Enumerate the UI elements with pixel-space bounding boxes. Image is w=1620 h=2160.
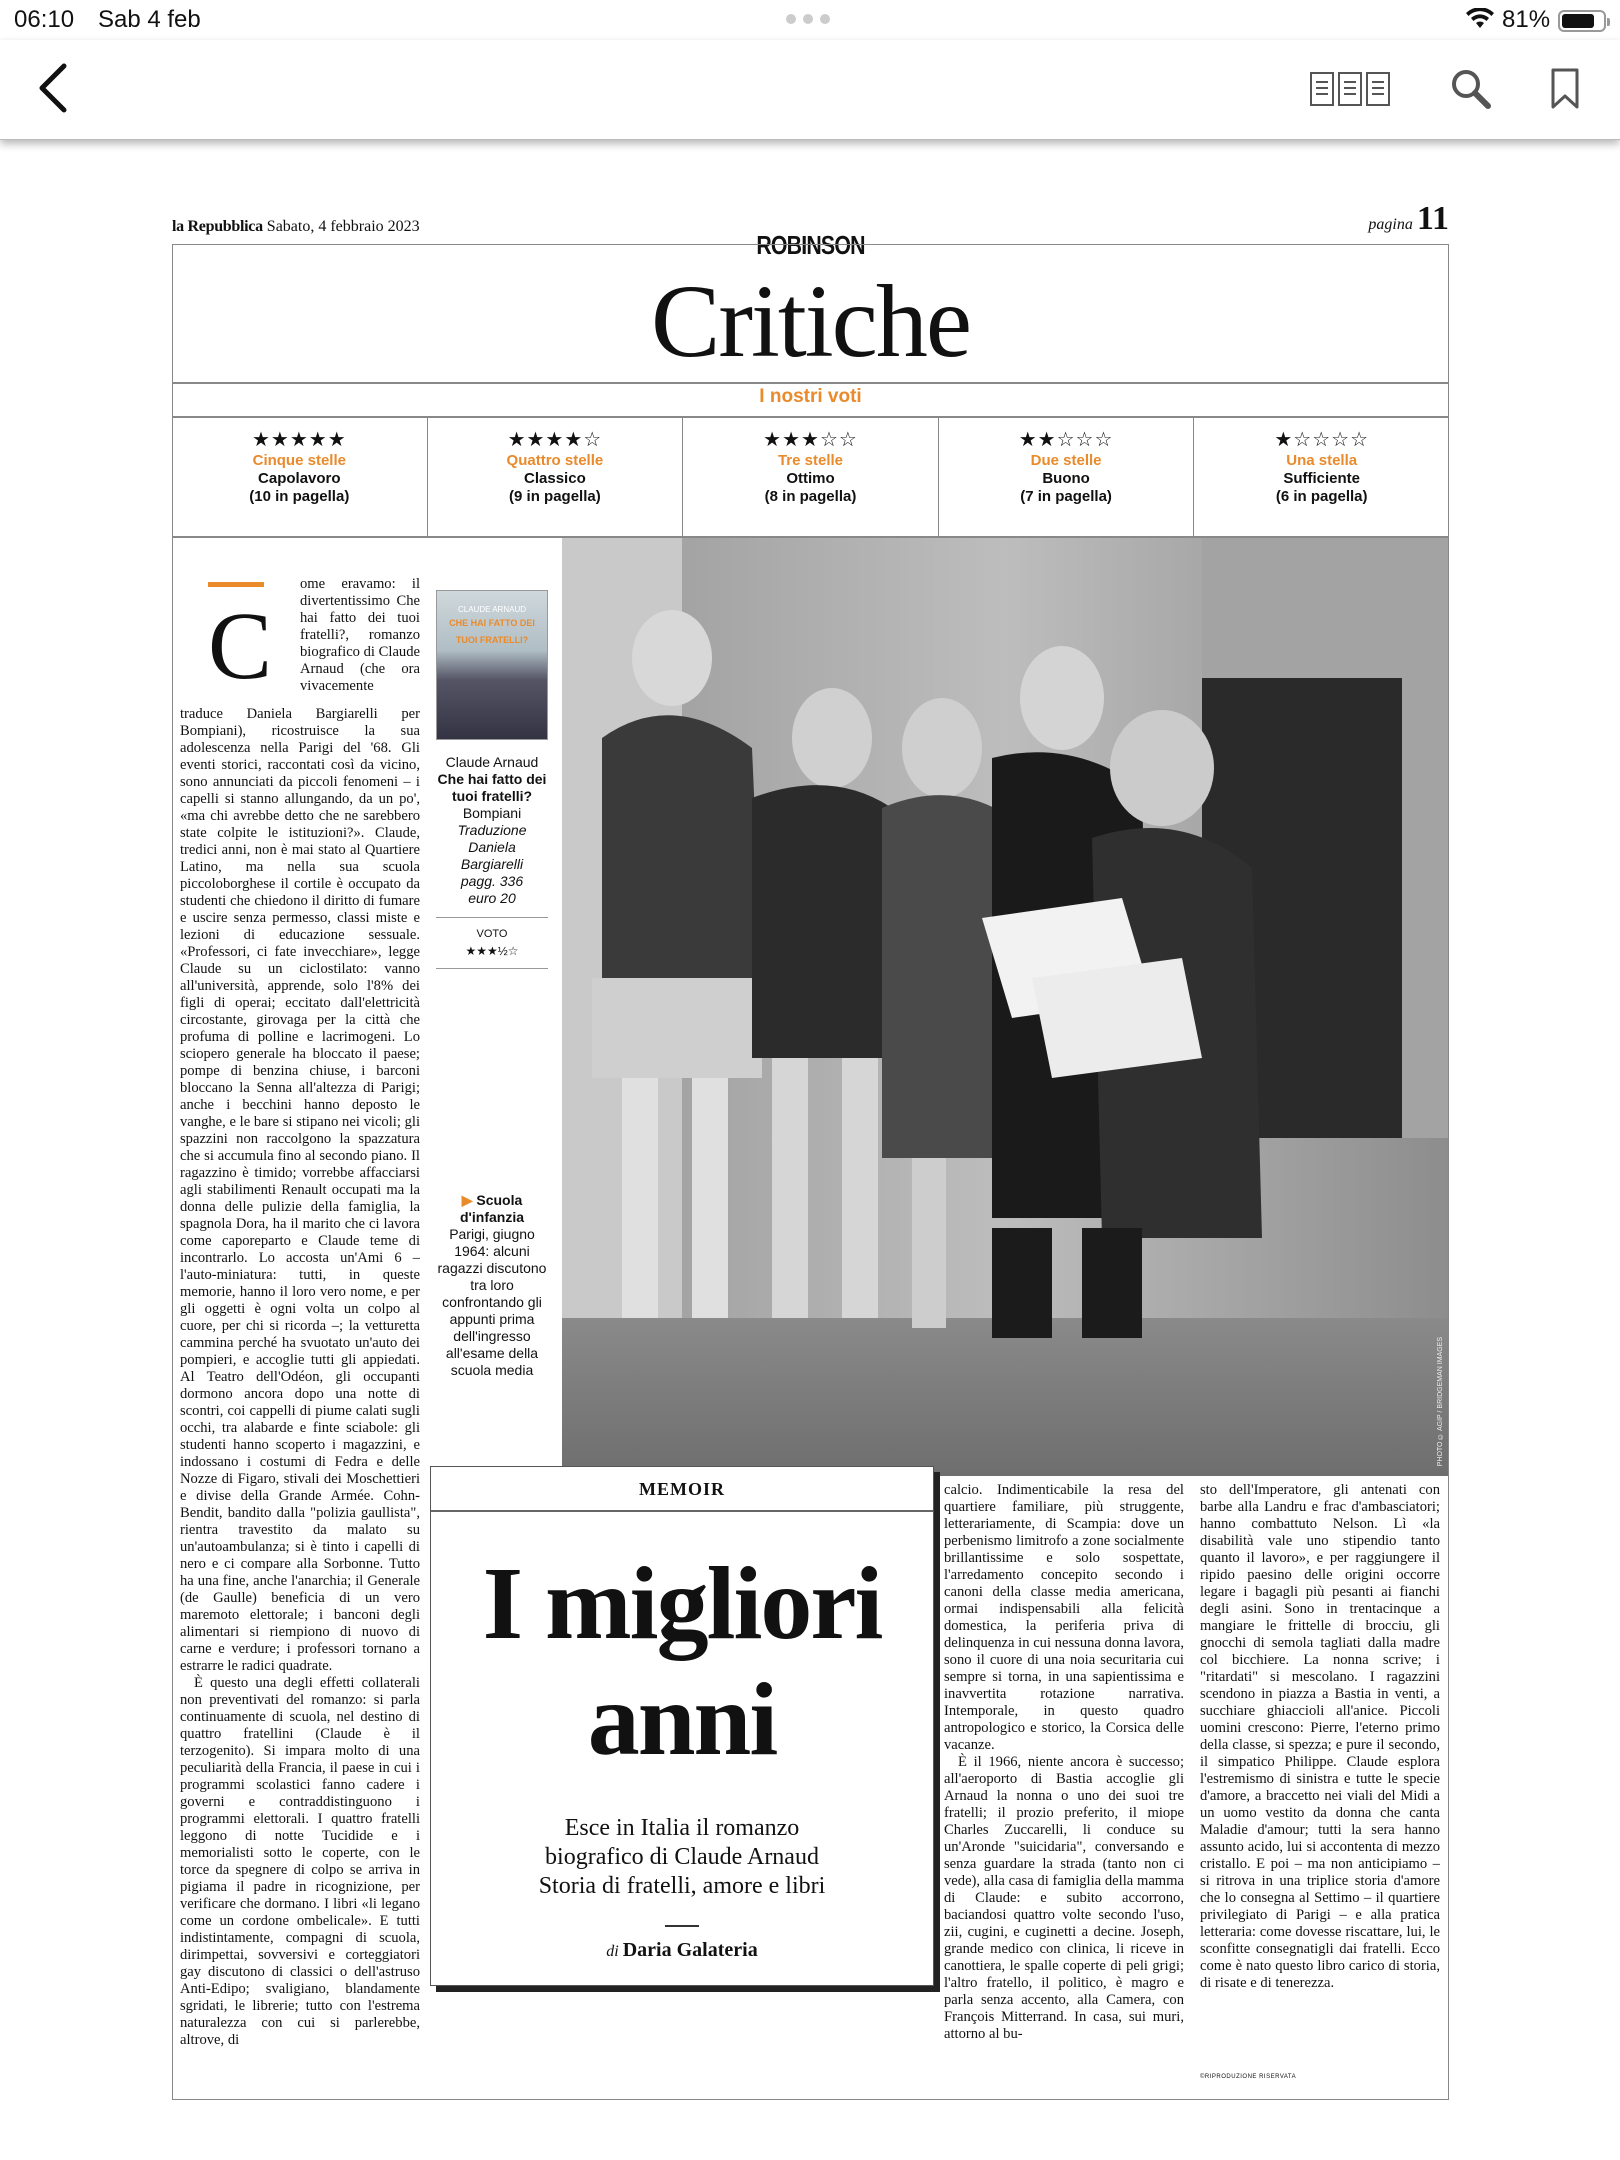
status-date: Sab 4 feb [98,6,201,33]
subheadline-line-3: Storia di fratelli, amore e libri [538,1872,826,1899]
battery-icon [1558,10,1606,32]
cover-author: CLAUDE ARNAUD [457,605,526,614]
cover-title: CHE HAI FATTO DEI TUOI FRATELLI? [449,618,535,645]
masthead: la Repubblica [172,218,263,235]
rating-score: (7 in pagella) [1020,488,1112,505]
copyright-note: ©RIPRODUZIONE RISERVATA [1200,2074,1297,2080]
divider [665,1925,699,1927]
vote-label: VOTO [436,917,548,943]
article-column-3 [944,1482,1184,2084]
article-paragraph: calcio. Indimenticabile la resa del quartiere familiare, più struggente, letterariamente, di Scampia: dove un perbenismo limitrofo a zone socialmente brillantissime e solo sospettate, l'arredamento concepito secondo i canoni della classe media americana, ormai indispensabili alla felicità domestica, la periferia priva di delinquenza in cui nessuna donna lavora, sono il cuore di una noia securitaria cui sempre si torna, in una sapientissima e inavvertita rotazione narrativa. Intemporale, in questo quadro antropologico e storico, la Corsica delle vacanze. [944,1482,1184,1753]
book-price: euro 20 [468,890,516,906]
rating-name: Tre stelle [777,452,843,469]
divider [431,1510,933,1512]
subheadline [431,1814,933,1901]
triangle-icon: ▶ [461,1192,473,1208]
rating-name: Due stelle [1030,452,1102,469]
headline [431,1546,933,1778]
rating-name: Una stella [1286,452,1358,469]
star-rating-icon: ★☆☆☆☆ [1274,429,1369,451]
book-translation: Traduzione Daniela Bargiarelli [457,822,527,872]
article-column-4 [1200,1482,1440,2072]
drop-cap: C [208,592,273,699]
vote-stars-icon: ★★★½☆ [436,943,548,969]
section-title: Critiche [650,264,970,379]
rating-desc: Ottimo [786,470,835,487]
rating-desc: Capolavoro [258,470,341,487]
reader-toolbar [0,40,1620,140]
star-rating-icon: ★★☆☆☆ [1018,429,1114,451]
photo-credit: PHOTO © AGIP / BRIDGEMAN IMAGES [1437,1336,1444,1466]
rating-desc: Classico [524,470,586,487]
article-paragraph: È il 1966, niente ancora è successo; all'aeroporto di Bastia accoglie gli Arnaud la nonna o uno dei suoi tre fratelli; il prozio preferito, il miope Charles Zuccarelli, li conduce su un'Aronde "suicidaria", conversando e senza guardare la strada (tanto non ci vede), alla casa di famiglia della mamma di Claude: e subito accorrono, baciandosi quattro volte secondo l'uso, zii, cugini, e cuginetti a decine. Joseph, grande medico con clinica, li riceve in canottiera, le spalle coperte di peli grigi; l'altro fratello, il politico, è magro e parla senza accento, alla Camera, con François Mitterrand. In casa, sui muri, attorno al bu- [944,1754,1184,2042]
bookmark-icon[interactable] [1550,68,1580,115]
book-title: Che hai fatto dei tuoi fratelli? [437,771,547,804]
article-paragraph-continued: traduce Daniela Bargiarelli per Bompiani), ricostruisce la sua adolescenza nella Parigi del '68. Gli eventi storici, raccontati così da vicino, sono annunciati da piccoli fenomeni – i capelli si stanno allungando, da un po', «ma chi avrebbe detto che ne sarebbero state colpite le istituzioni?». Claude, tredici anni, non è mai stato al Quartiere Latino, ma nella sua scuola piccoloborghese il cortile è occupato da studenti che chiedono il diritto di fumare e uscire senza permesso, classi miste e lezioni di educazione sessuale. «Professori, ci fate invecchiare», legge Claude su un ciclostilato: vanno all'università, apprende, solo l'8% dei figli di operai; eccitato dall'elettricità circostante, girovaga per la città che profuma di polline e lacrimogeni. Lo sciopero generale ha bloccato il paese; pompe di benzina chiuse, i barconi bloccano la Senna all'altezza di Parigi; anche i becchini hanno deposto le vanghe, e le bare si stipano nei vicoli; gli spazzini non raccolgono la spazzatura che si accumula fino al secondo piano. Il ragazzino è timido; vorrebbe affacciarsi agli stabilimenti Renault occupati ma la donna delle pulizie della famiglia, la spagnola Dora, ha il marito che ci lavora come caporeparto e Claude teme di incontrarlo. Lo accosta un'Ami 6 – l'auto-miniatura: tutti, in queste memorie, hanno il loro vero nome, e per gli oggetti è ogni volta un colpo al cuore, per chi si ricorda –; la vetturetta cammina perché ha svuotato un'auto dei pompieri, e accoglie tutti gli appiedati. Al Teatro dell'Odéon, gli occupanti dormono ancora dopo una notte di scontri, coi cappelli di piume calati sugli occhi, tra alabarde e finte sciabole: gli studenti hanno scoperto i magazzini, e indossano i costumi di Fedra e delle Nozze di Figaro, stivali dei Moschettieri e divise della Grande Armée. Cohn-Bendit, bandito dalla "polizia gaullista", rientra travestito da malato su un'autoambulanza; si è tinto i capelli di nero e ci compare alla Sorbonne. Tutto ha una fine, anche l'anarchia; il Generale (de Gaulle) beneficia di un vero maremoto elettorale; i banconi degli alimentari si riempiono di nuovo di carne e verdure; i professori tornano a estrarre le radici quadrate. [180,706,420,1674]
memoir-label: MEMOIR [639,1479,725,1499]
article-lead-text: ome eravamo: il divertentissimo Che hai fatto dei tuoi fratelli?, romanzo biografico di Claude Arnaud (che ora vivacemente [300,576,420,694]
rating-four [428,418,684,536]
photo-caption [436,1192,548,1379]
rating-name: Quattro stelle [506,452,604,469]
rating-desc: Buono [1042,470,1090,487]
page-number-block [1368,200,1449,238]
subheadline-line-2: biografico di Claude Arnaud [545,1843,819,1870]
book-info [436,590,548,969]
section-brand: ROBINSON [756,230,865,260]
rating-three [683,418,939,536]
back-chevron-icon[interactable] [36,62,70,119]
byline [431,1939,933,1962]
ratings-legend [172,418,1449,536]
rating-two [939,418,1195,536]
rating-score: (6 in pagella) [1275,488,1368,505]
subheadline-line-1: Esce in Italia il romanzo [564,1814,800,1841]
book-pages: pagg. 336 [460,873,524,889]
byline-prefix: di [606,1942,619,1960]
boys-photo-illustration [562,538,1448,1476]
headline-line-2: anni [587,1661,777,1777]
rating-score: (10 in pagella) [249,488,350,505]
divider [172,382,1449,384]
article-paragraph: sto dell'Imperatore, gli antenati con barbe alla Landru e frac d'ambasciatori; hanno combattuto Nelson. Lì «la disabilità vale uno stipendio tanto quanto il lavoro», e per raggiungere il ripido paesino delle origini occorre legare i bagagli più pesanti ai fianchi degli asini. Sono in trentacinque a mangiare le frittelle di brocciu, gli gnocchi di semola tagliati dalla madre col bicchiere. La nonna scrive; i "ritardati" si mescolano. I ragazzini scendono in piazza a Bastia in venti, a succhiare ghiaccioli all'anice. Piccoli uomini crescono: Pierre, l'eterno primo della classe, si spezza; e pure il secondo, il simpatico Philippe. Claude esplora l'estremismo di sinistra e tutte le specie d'amore, a braccetto nei viali del Midi a un uomo vestito da donna che canta Maladie d'amour; tutti la sera hanno assunto acido, lui si accontenta di mezzo cristallo. E poi – ma non anticipiamo – si ritrova in una triplice storia d'amore che lo consegna al Settimo – il quartiere privilegiato di Parigi – e alla pratica letteraria: come dovesse riscattare, lui, le sconfitte consegnatigli dai fratelli. Ecco come è nato questo libro carico di storia, di risate e di tenerezza. [1200,1482,1440,1991]
article-paragraph: È questo una degli effetti collaterali non preventivati del romanzo: si parla continuamente di scuola, nel destino di quattro fratellini (Claude è il terzogenito). Si impara molto di una peculiarità della Francia, il paese in cui i programmi scolastici fanno cadere i governi e contraddistinguono i programmi elettorali. I quattro fratelli leggono di notte Tucidide e i memorialisti sotto le coperte, con le torce da spegnere di colpo se arriva in pigiama il padre in ricognizione, per verificare che dormano. I libri «li legano come un cordone ombelicale». E tutti indistintamente, compagni di scuola, dirimpettai, sovversivi e corteggiatori gay discutono di classici o dell'astruso Anti-Edipo; svaligiano, blandamente sgridati, le librerie; tutto con l'estrema naturalezza con cui si parlerebbe, altrove, di [180,1675,420,2048]
page-label: pagina [1368,216,1413,233]
votes-title: I nostri voti [759,386,862,407]
multitasking-dots-icon[interactable] [786,14,834,24]
article-column-1-body [180,706,420,2096]
wifi-icon [1466,8,1494,37]
byline-author: Daria Galateria [622,1938,758,1961]
star-rating-icon: ★★★☆☆ [763,429,858,451]
headline-line-1: I migliori [482,1545,882,1661]
page-number: 11 [1416,200,1449,237]
book-publisher: Bompiani [462,805,522,821]
reader-pages-icon[interactable] [1310,72,1392,111]
status-bar [0,0,1620,40]
caption-title: Scuola d'infanzia [460,1192,524,1225]
rating-five [172,418,428,536]
book-cover-image [436,590,548,740]
book-author: Claude Arnaud [445,754,539,770]
rating-desc: Sufficiente [1283,470,1361,487]
caption-text: Parigi, giugno 1964: alcuni ragazzi discutono tra loro confrontando gli appunti prima dell'ingresso all'esame della scuola media [437,1226,547,1378]
star-rating-icon: ★★★★★ [251,429,347,451]
rating-name: Cinque stelle [252,452,346,469]
star-rating-icon: ★★★★☆ [507,429,603,451]
battery-percentage: 81% [1502,6,1551,33]
search-icon[interactable] [1450,68,1492,115]
issue-date: Sabato, 4 febbraio 2023 [266,218,420,235]
article-photo[interactable] [562,538,1448,1476]
rating-score: (9 in pagella) [509,488,601,505]
status-time: 06:10 [14,6,75,33]
rating-score: (8 in pagella) [764,488,857,505]
rating-one [1194,418,1449,536]
memoir-headline-box [430,1466,934,1986]
